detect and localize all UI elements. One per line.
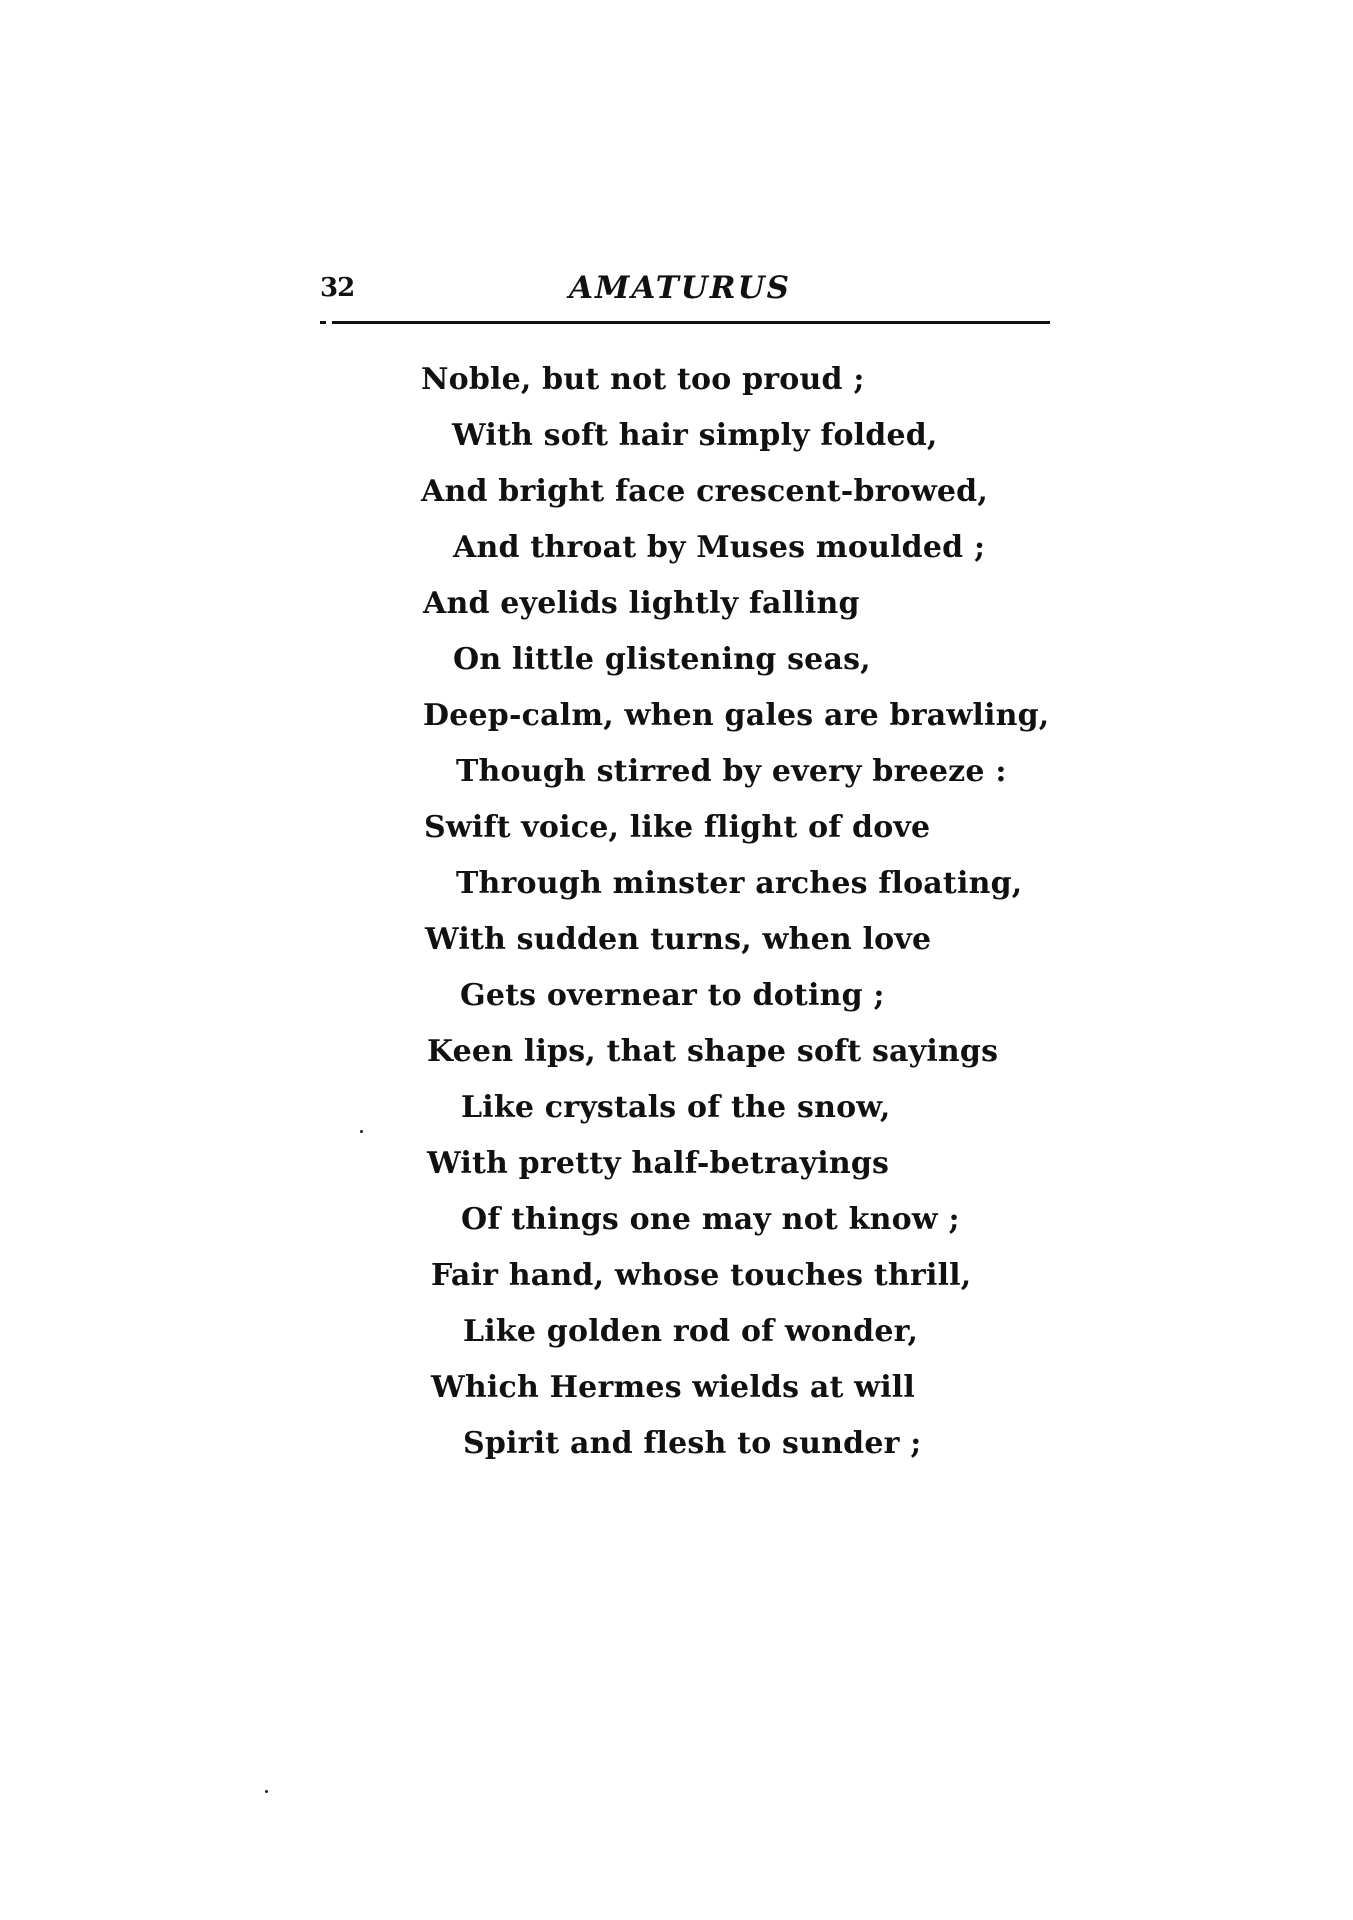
poem-line: Through minster arches floating, [456, 866, 1023, 901]
running-title: AMATURUS [568, 270, 791, 306]
poem-line: With soft hair simply folded, [452, 418, 938, 453]
poem-line: And bright face crescent-browed, [421, 474, 988, 509]
poem-line: Fair hand, whose touches thrill, [431, 1258, 972, 1293]
poem-line: Swift voice, like flight of dove [424, 810, 931, 845]
poem-line: And eyelids lightly falling [423, 586, 860, 621]
poem-line: Though stirred by every breeze : [456, 754, 1007, 789]
poem-line: Spirit and flesh to sunder ; [463, 1426, 922, 1461]
scan-speck [360, 1130, 363, 1133]
poem-line: Like golden rod of wonder, [463, 1314, 919, 1349]
page-number: 32 [320, 273, 355, 303]
poem-line: Which Hermes wields at will [431, 1370, 915, 1405]
poem-line: Noble, but not too proud ; [421, 362, 865, 397]
poem-line: With sudden turns, when love [425, 922, 932, 957]
poem-line: Of things one may not know ; [461, 1202, 960, 1237]
scan-speck [265, 1790, 268, 1793]
poem-line: Gets overnear to doting ; [460, 978, 885, 1013]
poem-line: Keen lips, that shape soft sayings [427, 1034, 999, 1069]
poem-line: And throat by Muses moulded ; [453, 530, 986, 565]
poem-line: Deep-calm, when gales are brawling, [423, 698, 1050, 733]
poem-line: On little glistening seas, [453, 642, 871, 677]
poem-line: With pretty half-betrayings [427, 1146, 890, 1181]
poem-line: Like crystals of the snow, [461, 1090, 891, 1125]
